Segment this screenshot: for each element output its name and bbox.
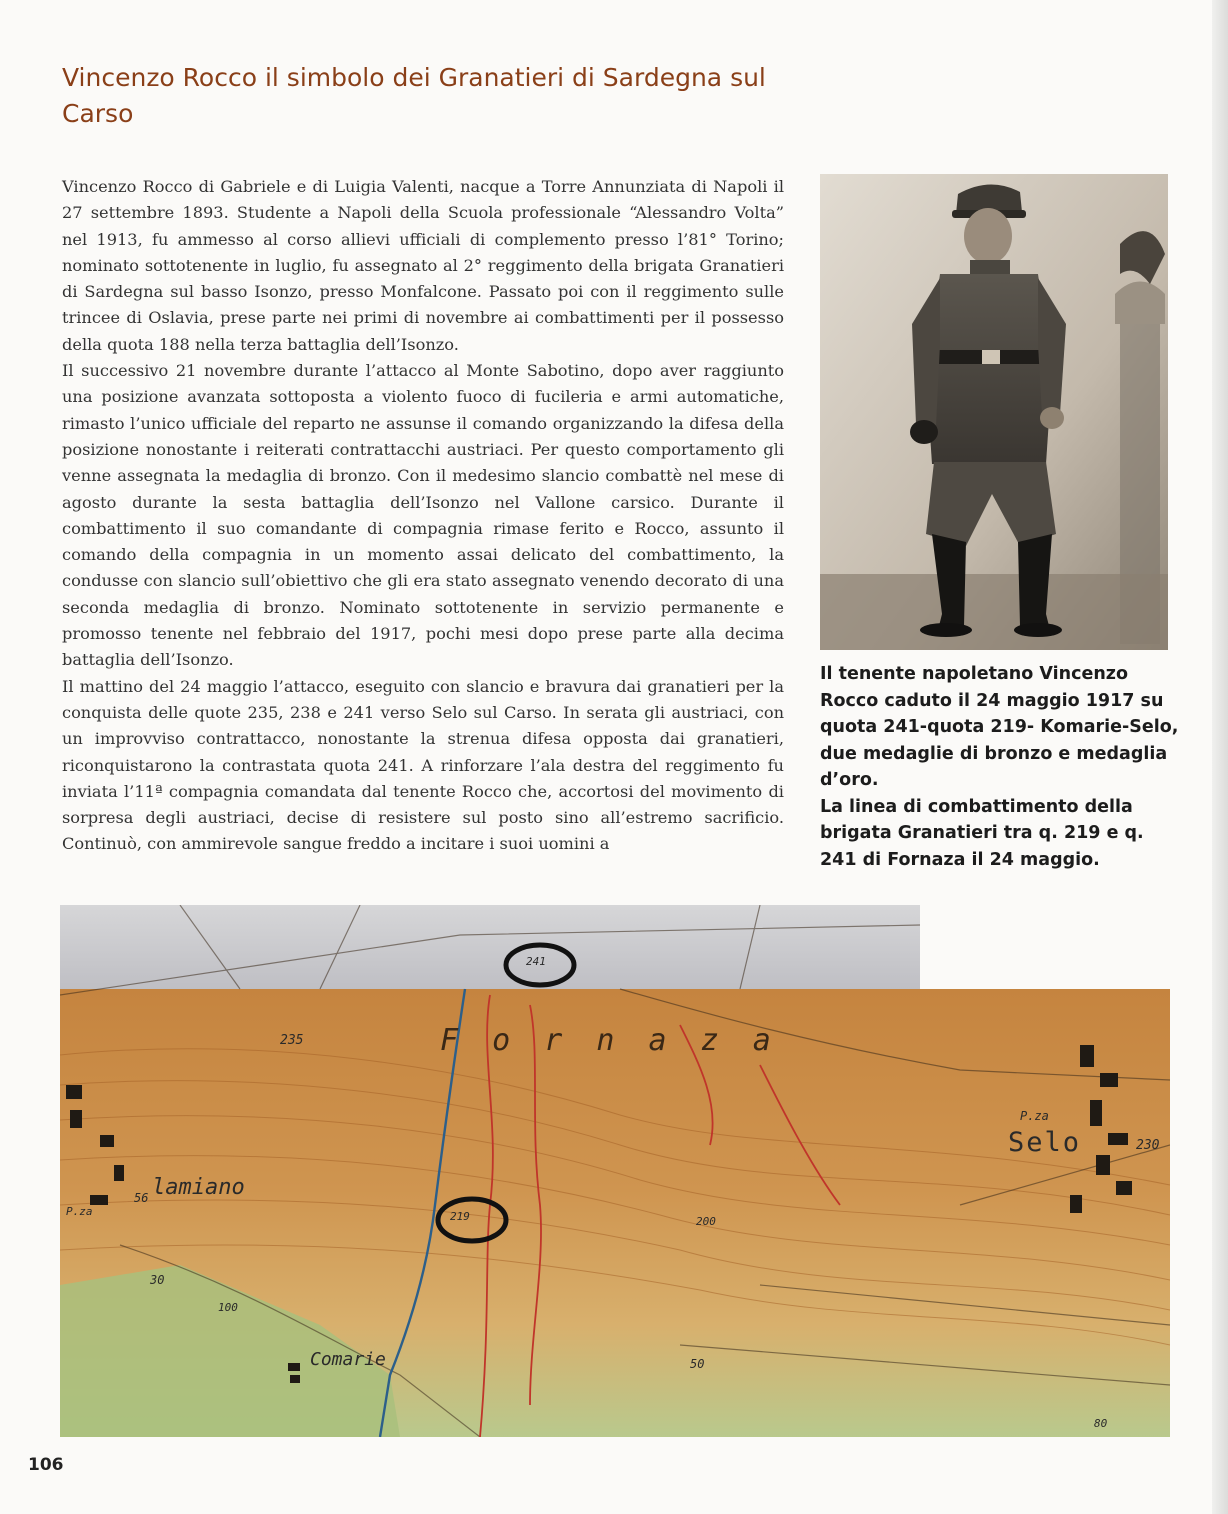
label-q235: 235 [280, 1033, 304, 1048]
article-body [62, 174, 784, 858]
portrait-photo [820, 174, 1168, 650]
page-number: 106 [28, 1455, 64, 1475]
label-q219: 219 [450, 1210, 470, 1223]
label-q56: 56 [134, 1191, 149, 1205]
map-illustration [60, 905, 1170, 1437]
label-selo: Selo [1008, 1127, 1082, 1158]
label-q50: 50 [690, 1357, 705, 1371]
label-q80: 80 [1094, 1417, 1108, 1430]
label-q200: 200 [696, 1215, 716, 1228]
caption-map: La linea di combattimento della brigata Granatieri tra q. 219 e q. 241 di Fornaza il 24 maggio. [820, 796, 1144, 870]
label-q30: 30 [150, 1273, 165, 1287]
label-comarie: Comarie [310, 1349, 386, 1370]
paragraph-1: Vincenzo Rocco di Gabriele e di Luigia Valenti, nacque a Torre Annunziata di Napoli il 27 settembre 1893. Studente a Napoli della Scuola professionale “Alessandro Volta” nel 1913, fu ammesso al corso allievi ufficiali di complemento presso l’81° Torino; nominato sottotenente in luglio, fu assegnato al 2° reggimento della brigata Granatieri di Sardegna sul basso Isonzo, presso Monfalcone. Passato poi con il reggimento sulle trincee di Oslavia, prese parte nei primi di novembre ai combattimenti per il possesso della quota 188 nella terza battaglia dell’Isonzo. [62, 177, 784, 354]
photo-caption [820, 661, 1180, 873]
page-edge [1212, 0, 1228, 1514]
topographic-map [60, 905, 1170, 1437]
soldier-portrait-illustration [820, 174, 1168, 650]
label-q230: 230 [1136, 1138, 1160, 1153]
label-q100: 100 [218, 1301, 238, 1314]
paragraph-2: Il successivo 21 novembre durante l’attacco al Monte Sabotino, dopo aver raggiunto una posizione avanzata sottoposta a violento fuoco di fucileria e armi automatiche, rimasto l’unico ufficiale del reparto ne assunse il comando organizzando la difesa della posizione nonostante i reiterati contrattacchi austriaci. Per questo comportamento gli venne assegnata la medaglia di bronzo. Con il medesimo slancio combattè nel mese di agosto durante la sesta battaglia dell’Isonzo nel Vallone carsico. Durante il combattimento il suo comandante di compagnia rimase ferito e Rocco, assunto il comando della compagnia in un momento assai delicato del combattimento, la condusse con slancio sull’obiettivo che gli era stato assegnato venendo decorato di una seconda medaglia di bronzo. Nominato sottotenente in servizio permanente e promosso tenente nel febbraio del 1917, pochi mesi dopo prese parte alla decima battaglia dell’Isonzo. [62, 361, 784, 670]
paragraph-3: Il mattino del 24 maggio l’attacco, eseguito con slancio e bravura dai granatieri per la conquista delle quote 235, 238 e 241 verso Selo sul Carso. In serata gli austriaci, con un improvviso contrattacco, nonostante la strenua difesa opposta dai granatieri, riconquistarono la contrastata quota 241. A rinforzare l’ala destra del reggimento fu inviata l’11ª compagnia comandata dal tenente Rocco che, accortosi del movimento di sorpresa degli austriaci, decise di resistere sul posto sino all’estremo sacrificio. Continuò, con ammirevole sangue freddo a incitare i suoi uomini a [62, 676, 784, 854]
caption-portrait: Il tenente napoletano Vincenzo Rocco caduto il 24 maggio 1917 su quota 241-quota 219- Komarie-Selo, due medaglie di bronzo e medaglia d’oro. [820, 664, 1179, 790]
label-pza-selo: P.za [1020, 1109, 1049, 1123]
label-fornaza: F o r n a z a [440, 1023, 779, 1058]
label-pza-lamiano: P.za [66, 1205, 93, 1218]
label-lamiano: lamiano [152, 1175, 245, 1200]
label-q241: 241 [526, 955, 546, 968]
article-title: Vincenzo Rocco il simbolo dei Granatieri di Sardegna sul Carso [62, 63, 766, 128]
